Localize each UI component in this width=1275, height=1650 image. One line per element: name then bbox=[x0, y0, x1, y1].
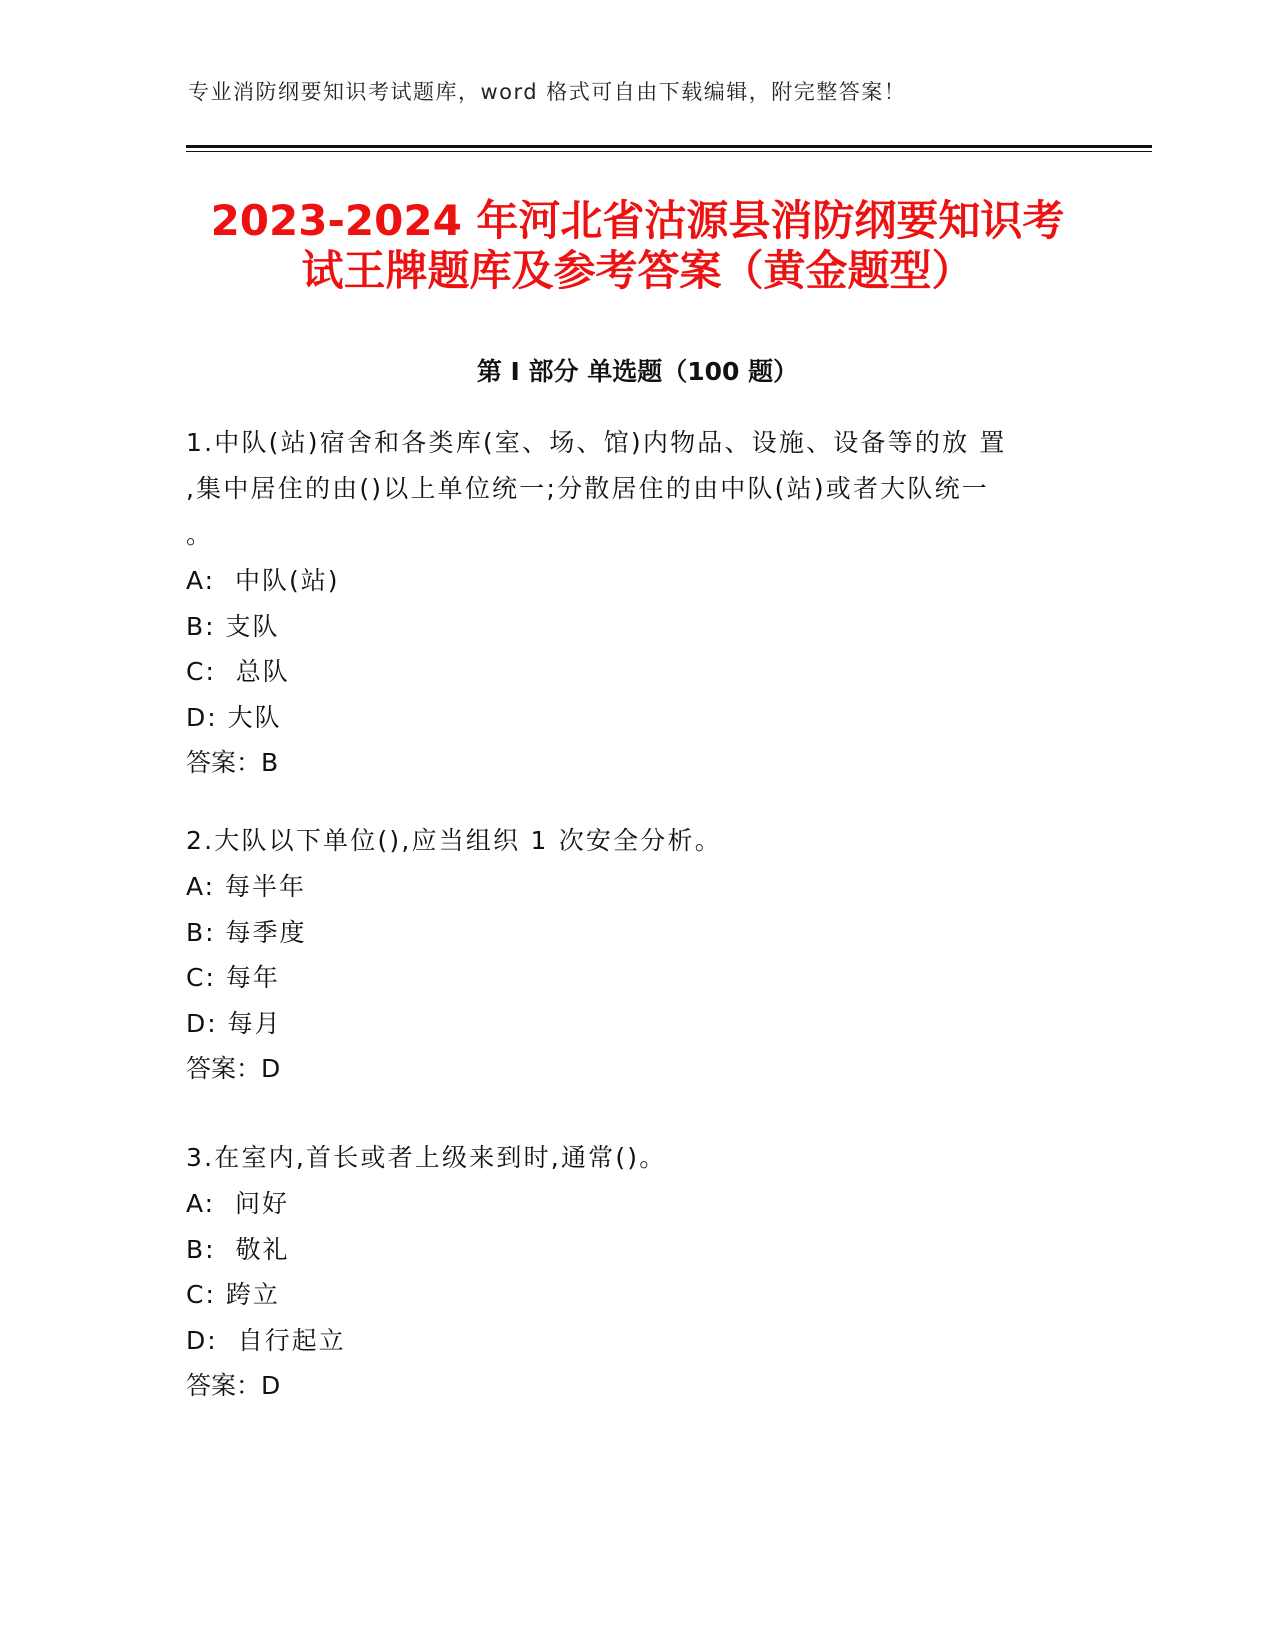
section-heading: 第 I 部分 单选题（100 题） bbox=[476, 357, 799, 386]
option-a: A: 问好 bbox=[186, 1189, 289, 1218]
question-3 bbox=[186, 1135, 1086, 1409]
answer: 答案：D bbox=[186, 1371, 281, 1400]
option-d: D: 大队 bbox=[186, 702, 282, 732]
option-b: B: 每季度 bbox=[186, 917, 307, 947]
answer: 答案：B bbox=[186, 748, 279, 777]
question-stem-line: 1.中队(站)宿舍和各类库(室、场、馆)内物品、设施、设备等的放 置 bbox=[186, 428, 1007, 457]
option-d: D: 每月 bbox=[186, 1008, 282, 1038]
option-a: A: 中队(站) bbox=[186, 566, 340, 595]
document-title-line2: 试王牌题库及参考答案（黄金题型） bbox=[301, 246, 974, 295]
option-c: C: 总队 bbox=[186, 657, 290, 686]
document-title bbox=[150, 196, 1125, 296]
option-c: C: 跨立 bbox=[186, 1280, 280, 1309]
answer: 答案：D bbox=[186, 1054, 281, 1083]
option-d: D: 自行起立 bbox=[186, 1325, 346, 1355]
header-rule-thin bbox=[186, 151, 1152, 152]
question-1 bbox=[186, 420, 1086, 786]
option-c: C: 每年 bbox=[186, 963, 280, 992]
question-stem-line: 。 bbox=[186, 520, 214, 549]
header-note: 专业消防纲要知识考试题库，word 格式可自由下载编辑，附完整答案！ bbox=[188, 80, 907, 104]
document-title-line1: 2023-2024 年河北省沽源县消防纲要知识考 bbox=[210, 196, 1065, 245]
header-rule-thick bbox=[186, 145, 1152, 148]
question-stem-line: 3.在室内,首长或者上级来到时,通常()。 bbox=[186, 1143, 667, 1172]
option-b: B: 敬礼 bbox=[186, 1234, 290, 1264]
option-b: B: 支队 bbox=[186, 611, 280, 641]
question-2 bbox=[186, 818, 1086, 1092]
question-stem-line: 2.大队以下单位(),应当组织 1 次安全分析。 bbox=[186, 826, 722, 855]
question-stem-line: ,集中居住的由()以上单位统一;分散居住的由中队(站)或者大队统一 bbox=[186, 474, 989, 503]
option-a: A: 每半年 bbox=[186, 872, 307, 901]
